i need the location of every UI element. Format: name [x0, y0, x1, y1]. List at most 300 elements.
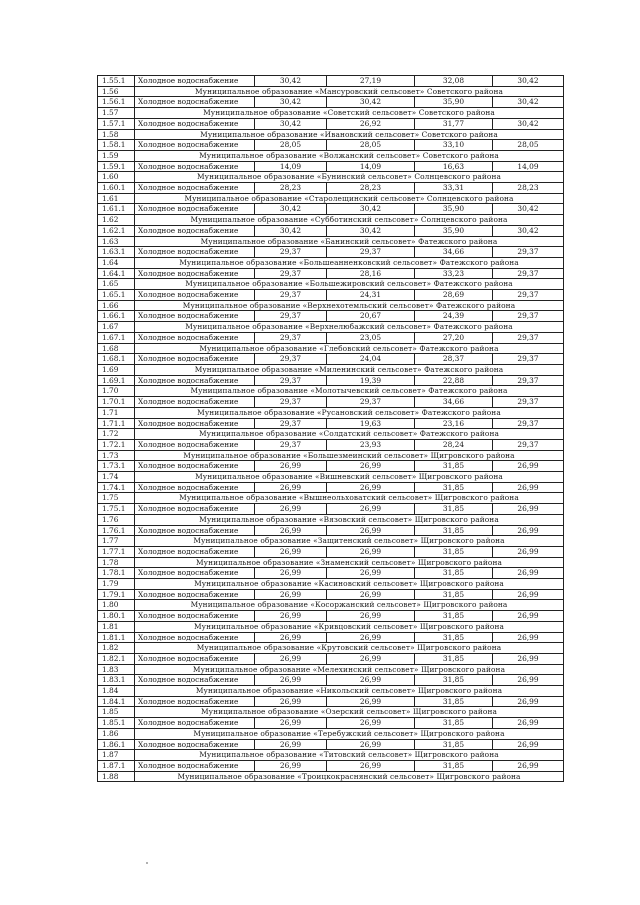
tariff-value-1: 29,37 [255, 439, 327, 450]
section-title-row [98, 621, 564, 632]
row-code: 1.68.1 [98, 354, 135, 365]
table-row [98, 247, 564, 258]
tariff-value-4: 29,37 [493, 397, 564, 408]
tariff-value-1: 26,99 [255, 482, 327, 493]
row-code: 1.57 [98, 108, 135, 119]
table-row [98, 161, 564, 172]
table-row [98, 332, 564, 343]
tariff-value-4: 29,37 [493, 418, 564, 429]
municipality-title: Муниципальное образование «Мелехинский сельсовет» Щигровского района [135, 664, 564, 675]
row-code: 1.56 [98, 86, 135, 97]
row-code: 1.78 [98, 557, 135, 568]
section-title-row [98, 728, 564, 739]
municipality-title: Муниципальное образование «Субботинский сельсовет» Солнцевского района [135, 215, 564, 226]
row-code: 1.57.1 [98, 118, 135, 129]
tariff-value-3: 31,85 [415, 739, 493, 750]
tariff-value-1: 26,99 [255, 761, 327, 772]
tariff-value-1: 29,37 [255, 332, 327, 343]
service-name: Холодное водоснабжение [135, 718, 255, 729]
service-name: Холодное водоснабжение [135, 589, 255, 600]
table-row [98, 439, 564, 450]
tariff-value-3: 34,66 [415, 397, 493, 408]
tariff-value-4: 30,42 [493, 76, 564, 87]
table-row [98, 76, 564, 87]
table-row [98, 525, 564, 536]
tariff-value-4: 29,37 [493, 439, 564, 450]
tariff-value-4: 26,99 [493, 675, 564, 686]
tariff-value-4: 26,99 [493, 611, 564, 622]
section-title-row [98, 514, 564, 525]
row-code: 1.66.1 [98, 311, 135, 322]
row-code: 1.62.1 [98, 225, 135, 236]
row-code: 1.71 [98, 407, 135, 418]
section-title-row [98, 536, 564, 547]
table-row [98, 97, 564, 108]
municipality-title: Муниципальное образование «Знаменский сельсовет» Щигровского района [135, 557, 564, 568]
service-name: Холодное водоснабжение [135, 739, 255, 750]
section-title-row [98, 407, 564, 418]
municipality-title: Муниципальное образование «Большежировский сельсовет» Фатежского района [135, 279, 564, 290]
row-code: 1.70 [98, 386, 135, 397]
tariff-value-1: 29,37 [255, 247, 327, 258]
tariff-value-2: 23,93 [327, 439, 415, 450]
municipality-title: Муниципальное образование «Бунинский сельсовет» Солнцевского района [135, 172, 564, 183]
section-title-row [98, 322, 564, 333]
tariff-value-3: 27,20 [415, 332, 493, 343]
table-row [98, 140, 564, 151]
tariff-value-2: 19,39 [327, 375, 415, 386]
row-code: 1.75.1 [98, 504, 135, 515]
row-code: 1.83 [98, 664, 135, 675]
row-code: 1.87 [98, 750, 135, 761]
row-code: 1.73 [98, 450, 135, 461]
tariff-value-1: 28,23 [255, 183, 327, 194]
scan-speck [146, 862, 148, 864]
row-code: 1.64 [98, 257, 135, 268]
service-name: Холодное водоснабжение [135, 696, 255, 707]
tariff-value-1: 29,37 [255, 311, 327, 322]
tariff-value-4: 26,99 [493, 482, 564, 493]
tariff-value-3: 35,90 [415, 204, 493, 215]
tariff-value-1: 26,99 [255, 546, 327, 557]
tariff-value-4: 26,99 [493, 546, 564, 557]
tariff-value-2: 26,99 [327, 653, 415, 664]
row-code: 1.79 [98, 579, 135, 590]
row-code: 1.87.1 [98, 761, 135, 772]
tariff-value-1: 29,37 [255, 290, 327, 301]
service-name: Холодное водоснабжение [135, 504, 255, 515]
tariff-value-3: 23,16 [415, 418, 493, 429]
municipality-title: Муниципальное образование «Теребужский сельсовет» Щигровского района [135, 728, 564, 739]
row-code: 1.84.1 [98, 696, 135, 707]
tariff-value-2: 28,05 [327, 140, 415, 151]
tariff-value-2: 26,99 [327, 568, 415, 579]
tariff-value-4: 29,37 [493, 268, 564, 279]
row-code: 1.61 [98, 193, 135, 204]
tariff-value-3: 32,08 [415, 76, 493, 87]
row-code: 1.83.1 [98, 675, 135, 686]
tariff-value-1: 30,42 [255, 76, 327, 87]
table-row [98, 354, 564, 365]
tariff-value-1: 30,42 [255, 97, 327, 108]
tariff-value-1: 26,99 [255, 504, 327, 515]
tariff-value-2: 26,99 [327, 611, 415, 622]
table-row [98, 225, 564, 236]
tariff-value-3: 31,85 [415, 675, 493, 686]
service-name: Холодное водоснабжение [135, 183, 255, 194]
row-code: 1.70.1 [98, 397, 135, 408]
tariff-value-2: 26,99 [327, 675, 415, 686]
tariff-value-2: 27,19 [327, 76, 415, 87]
row-code: 1.76 [98, 514, 135, 525]
service-name: Холодное водоснабжение [135, 568, 255, 579]
tariff-value-3: 31,85 [415, 611, 493, 622]
row-code: 1.85.1 [98, 718, 135, 729]
row-code: 1.85 [98, 707, 135, 718]
row-code: 1.72.1 [98, 439, 135, 450]
service-name: Холодное водоснабжение [135, 611, 255, 622]
section-title-row [98, 472, 564, 483]
table-row [98, 375, 564, 386]
municipality-title: Муниципальное образование «Банинский сельсовет» Фатежского района [135, 236, 564, 247]
row-code: 1.60 [98, 172, 135, 183]
service-name: Холодное водоснабжение [135, 290, 255, 301]
municipality-title: Муниципальное образование «Волжанский сельсовет» Советского района [135, 150, 564, 161]
row-code: 1.60.1 [98, 183, 135, 194]
tariff-value-1: 26,99 [255, 675, 327, 686]
tariff-value-1: 26,99 [255, 696, 327, 707]
tariff-value-4: 26,99 [493, 696, 564, 707]
section-title-row [98, 193, 564, 204]
tariff-value-3: 22,88 [415, 375, 493, 386]
row-code: 1.68 [98, 343, 135, 354]
table-row [98, 461, 564, 472]
tariff-value-1: 28,05 [255, 140, 327, 151]
tariff-value-2: 20,67 [327, 311, 415, 322]
table-row [98, 118, 564, 129]
service-name: Холодное водоснабжение [135, 161, 255, 172]
row-code: 1.56.1 [98, 97, 135, 108]
row-code: 1.69 [98, 364, 135, 375]
municipality-title: Муниципальное образование «Кривцовский сельсовет» Щигровского района [135, 621, 564, 632]
service-name: Холодное водоснабжение [135, 761, 255, 772]
tariff-value-2: 14,09 [327, 161, 415, 172]
service-name: Холодное водоснабжение [135, 675, 255, 686]
tariff-value-2: 26,99 [327, 589, 415, 600]
tariff-value-1: 30,42 [255, 118, 327, 129]
section-title-row [98, 343, 564, 354]
municipality-title: Муниципальное образование «Верхнехотемльский сельсовет» Фатежского района [135, 300, 564, 311]
municipality-title: Муниципальное образование «Вязовский сельсовет» Щигровского района [135, 514, 564, 525]
tariff-value-4: 29,37 [493, 311, 564, 322]
municipality-title: Муниципальное образование «Солдатский сельсовет» Фатежского района [135, 429, 564, 440]
service-name: Холодное водоснабжение [135, 311, 255, 322]
table-row [98, 761, 564, 772]
section-title-row [98, 150, 564, 161]
table-row [98, 653, 564, 664]
tariff-value-3: 31,85 [415, 568, 493, 579]
row-code: 1.82.1 [98, 653, 135, 664]
table-row [98, 718, 564, 729]
table-row [98, 696, 564, 707]
tariff-value-3: 35,90 [415, 225, 493, 236]
table-row [98, 482, 564, 493]
row-code: 1.76.1 [98, 525, 135, 536]
tariff-value-2: 29,37 [327, 397, 415, 408]
section-title-row [98, 429, 564, 440]
tariff-value-4: 30,42 [493, 97, 564, 108]
row-code: 1.58.1 [98, 140, 135, 151]
tariff-value-3: 31,85 [415, 546, 493, 557]
service-name: Холодное водоснабжение [135, 375, 255, 386]
service-name: Холодное водоснабжение [135, 439, 255, 450]
row-code: 1.78.1 [98, 568, 135, 579]
table-row [98, 504, 564, 515]
row-code: 1.77.1 [98, 546, 135, 557]
service-name: Холодное водоснабжение [135, 653, 255, 664]
row-code: 1.80 [98, 600, 135, 611]
table-row [98, 611, 564, 622]
tariff-value-1: 26,99 [255, 632, 327, 643]
municipality-title: Муниципальное образование «Молотычевский сельсовет» Фатежского района [135, 386, 564, 397]
municipality-title: Муниципальное образование «Ивановский сельсовет» Советского района [135, 129, 564, 140]
tariff-value-2: 28,23 [327, 183, 415, 194]
tariff-value-4: 26,99 [493, 589, 564, 600]
service-name: Холодное водоснабжение [135, 397, 255, 408]
row-code: 1.86 [98, 728, 135, 739]
row-code: 1.67 [98, 322, 135, 333]
service-name: Холодное водоснабжение [135, 632, 255, 643]
service-name: Холодное водоснабжение [135, 97, 255, 108]
row-code: 1.81.1 [98, 632, 135, 643]
row-code: 1.65.1 [98, 290, 135, 301]
municipality-title: Муниципальное образование «Верхнелюбажский сельсовет» Фатежского района [135, 322, 564, 333]
tariff-value-3: 33,31 [415, 183, 493, 194]
row-code: 1.59 [98, 150, 135, 161]
row-code: 1.86.1 [98, 739, 135, 750]
tariff-value-4: 26,99 [493, 739, 564, 750]
section-title-row [98, 664, 564, 675]
section-title-row [98, 450, 564, 461]
row-code: 1.79.1 [98, 589, 135, 600]
section-title-row [98, 386, 564, 397]
tariff-value-4: 29,37 [493, 375, 564, 386]
section-title-row [98, 172, 564, 183]
municipality-title: Муниципальное образование «Мансуровский сельсовет» Советского района [135, 86, 564, 97]
service-name: Холодное водоснабжение [135, 247, 255, 258]
tariff-value-4: 26,99 [493, 504, 564, 515]
table-row [98, 675, 564, 686]
tariff-value-1: 26,99 [255, 718, 327, 729]
tariff-value-4: 30,42 [493, 225, 564, 236]
row-code: 1.65 [98, 279, 135, 290]
tariff-value-1: 26,99 [255, 589, 327, 600]
table-row [98, 568, 564, 579]
tariff-value-2: 30,42 [327, 97, 415, 108]
table-row [98, 589, 564, 600]
tariff-value-3: 33,10 [415, 140, 493, 151]
service-name: Холодное водоснабжение [135, 418, 255, 429]
tariff-table-page [97, 75, 563, 782]
tariff-value-1: 30,42 [255, 204, 327, 215]
row-code: 1.75 [98, 493, 135, 504]
tariff-value-2: 26,99 [327, 761, 415, 772]
service-name: Холодное водоснабжение [135, 76, 255, 87]
table-row [98, 290, 564, 301]
tariff-value-1: 29,37 [255, 397, 327, 408]
tariff-value-1: 26,99 [255, 525, 327, 536]
tariff-value-4: 26,99 [493, 461, 564, 472]
tariff-value-2: 28,16 [327, 268, 415, 279]
table-row [98, 632, 564, 643]
municipality-title: Муниципальное образование «Вишневский сельсовет» Щигровского района [135, 472, 564, 483]
table-row [98, 311, 564, 322]
tariff-value-4: 29,37 [493, 332, 564, 343]
tariff-value-3: 31,85 [415, 696, 493, 707]
tariff-value-4: 26,99 [493, 525, 564, 536]
municipality-title: Муниципальное образование «Озерский сельсовет» Щигровского района [135, 707, 564, 718]
municipality-title: Муниципальное образование «Касиновский сельсовет» Щигровского района [135, 579, 564, 590]
tariff-value-3: 31,85 [415, 761, 493, 772]
section-title-row [98, 579, 564, 590]
table-row [98, 397, 564, 408]
tariff-value-3: 24,39 [415, 311, 493, 322]
tariff-value-2: 26,99 [327, 632, 415, 643]
tariff-table-body [98, 76, 564, 782]
tariff-value-3: 31,85 [415, 632, 493, 643]
row-code: 1.73.1 [98, 461, 135, 472]
municipality-title: Муниципальное образование «Русановский сельсовет» Фатежского района [135, 407, 564, 418]
tariff-value-2: 23,05 [327, 332, 415, 343]
section-title-row [98, 279, 564, 290]
tariff-value-4: 29,37 [493, 247, 564, 258]
row-code: 1.64.1 [98, 268, 135, 279]
tariff-value-2: 26,99 [327, 696, 415, 707]
tariff-value-2: 26,99 [327, 739, 415, 750]
tariff-value-3: 28,37 [415, 354, 493, 365]
row-code: 1.81 [98, 621, 135, 632]
tariff-value-2: 26,99 [327, 546, 415, 557]
section-title-row [98, 257, 564, 268]
row-code: 1.59.1 [98, 161, 135, 172]
section-title-row [98, 364, 564, 375]
tariff-value-1: 29,37 [255, 354, 327, 365]
table-row [98, 183, 564, 194]
tariff-value-2: 26,99 [327, 482, 415, 493]
row-code: 1.84 [98, 686, 135, 697]
section-title-row [98, 236, 564, 247]
row-code: 1.80.1 [98, 611, 135, 622]
service-name: Холодное водоснабжение [135, 332, 255, 343]
tariff-value-3: 16,63 [415, 161, 493, 172]
service-name: Холодное водоснабжение [135, 204, 255, 215]
section-title-row [98, 108, 564, 119]
tariff-value-1: 26,99 [255, 461, 327, 472]
tariff-value-2: 26,99 [327, 525, 415, 536]
tariff-value-3: 34,66 [415, 247, 493, 258]
tariff-value-2: 26,92 [327, 118, 415, 129]
municipality-title: Муниципальное образование «Крутовский сельсовет» Щигровского района [135, 643, 564, 654]
municipality-title: Муниципальное образование «Вышнеольховатский сельсовет» Щигровского района [135, 493, 564, 504]
table-row [98, 204, 564, 215]
municipality-title: Муниципальное образование «Титовский сельсовет» Щигровского района [135, 750, 564, 761]
tariff-table [97, 75, 564, 782]
row-code: 1.63.1 [98, 247, 135, 258]
table-row [98, 268, 564, 279]
tariff-value-1: 26,99 [255, 611, 327, 622]
service-name: Холодное водоснабжение [135, 268, 255, 279]
tariff-value-2: 24,04 [327, 354, 415, 365]
row-code: 1.66 [98, 300, 135, 311]
tariff-value-2: 24,31 [327, 290, 415, 301]
section-title-row [98, 557, 564, 568]
row-code: 1.58 [98, 129, 135, 140]
tariff-value-4: 26,99 [493, 761, 564, 772]
section-title-row [98, 129, 564, 140]
municipality-title: Муниципальное образование «Никольский сельсовет» Щигровского района [135, 686, 564, 697]
municipality-title: Муниципальное образование «Большеанненковский сельсовет» Фатежского района [135, 257, 564, 268]
tariff-value-3: 31,85 [415, 589, 493, 600]
tariff-value-1: 29,37 [255, 268, 327, 279]
table-row [98, 418, 564, 429]
row-code: 1.74.1 [98, 482, 135, 493]
section-title-row [98, 493, 564, 504]
tariff-value-4: 26,99 [493, 632, 564, 643]
section-title-row [98, 707, 564, 718]
row-code: 1.62 [98, 215, 135, 226]
municipality-title: Муниципальное образование «Миленинский сельсовет» Фатежского района [135, 364, 564, 375]
tariff-value-1: 30,42 [255, 225, 327, 236]
tariff-value-3: 31,85 [415, 525, 493, 536]
tariff-value-3: 31,85 [415, 482, 493, 493]
tariff-value-3: 31,77 [415, 118, 493, 129]
row-code: 1.77 [98, 536, 135, 547]
tariff-value-2: 30,42 [327, 204, 415, 215]
tariff-value-1: 26,99 [255, 739, 327, 750]
tariff-value-1: 14,09 [255, 161, 327, 172]
tariff-value-4: 26,99 [493, 568, 564, 579]
tariff-value-2: 26,99 [327, 461, 415, 472]
tariff-value-4: 29,37 [493, 354, 564, 365]
table-row [98, 546, 564, 557]
row-code: 1.71.1 [98, 418, 135, 429]
tariff-value-1: 26,99 [255, 568, 327, 579]
municipality-title: Муниципальное образование «Косоржанский сельсовет» Щигровского района [135, 600, 564, 611]
section-title-row [98, 600, 564, 611]
row-code: 1.63 [98, 236, 135, 247]
section-title-row [98, 750, 564, 761]
section-title-row [98, 686, 564, 697]
section-title-row [98, 771, 564, 782]
tariff-value-4: 28,05 [493, 140, 564, 151]
municipality-title: Муниципальное образование «Глебовский сельсовет» Фатежского района [135, 343, 564, 354]
section-title-row [98, 215, 564, 226]
tariff-value-1: 29,37 [255, 418, 327, 429]
tariff-value-3: 28,24 [415, 439, 493, 450]
tariff-value-4: 30,42 [493, 118, 564, 129]
service-name: Холодное водоснабжение [135, 118, 255, 129]
row-code: 1.55.1 [98, 76, 135, 87]
service-name: Холодное водоснабжение [135, 482, 255, 493]
row-code: 1.82 [98, 643, 135, 654]
tariff-value-3: 35,90 [415, 97, 493, 108]
municipality-title: Муниципальное образование «Защитенский сельсовет» Щигровского района [135, 536, 564, 547]
tariff-value-1: 26,99 [255, 653, 327, 664]
tariff-value-3: 33,23 [415, 268, 493, 279]
service-name: Холодное водоснабжение [135, 525, 255, 536]
section-title-row [98, 300, 564, 311]
tariff-value-3: 31,85 [415, 653, 493, 664]
